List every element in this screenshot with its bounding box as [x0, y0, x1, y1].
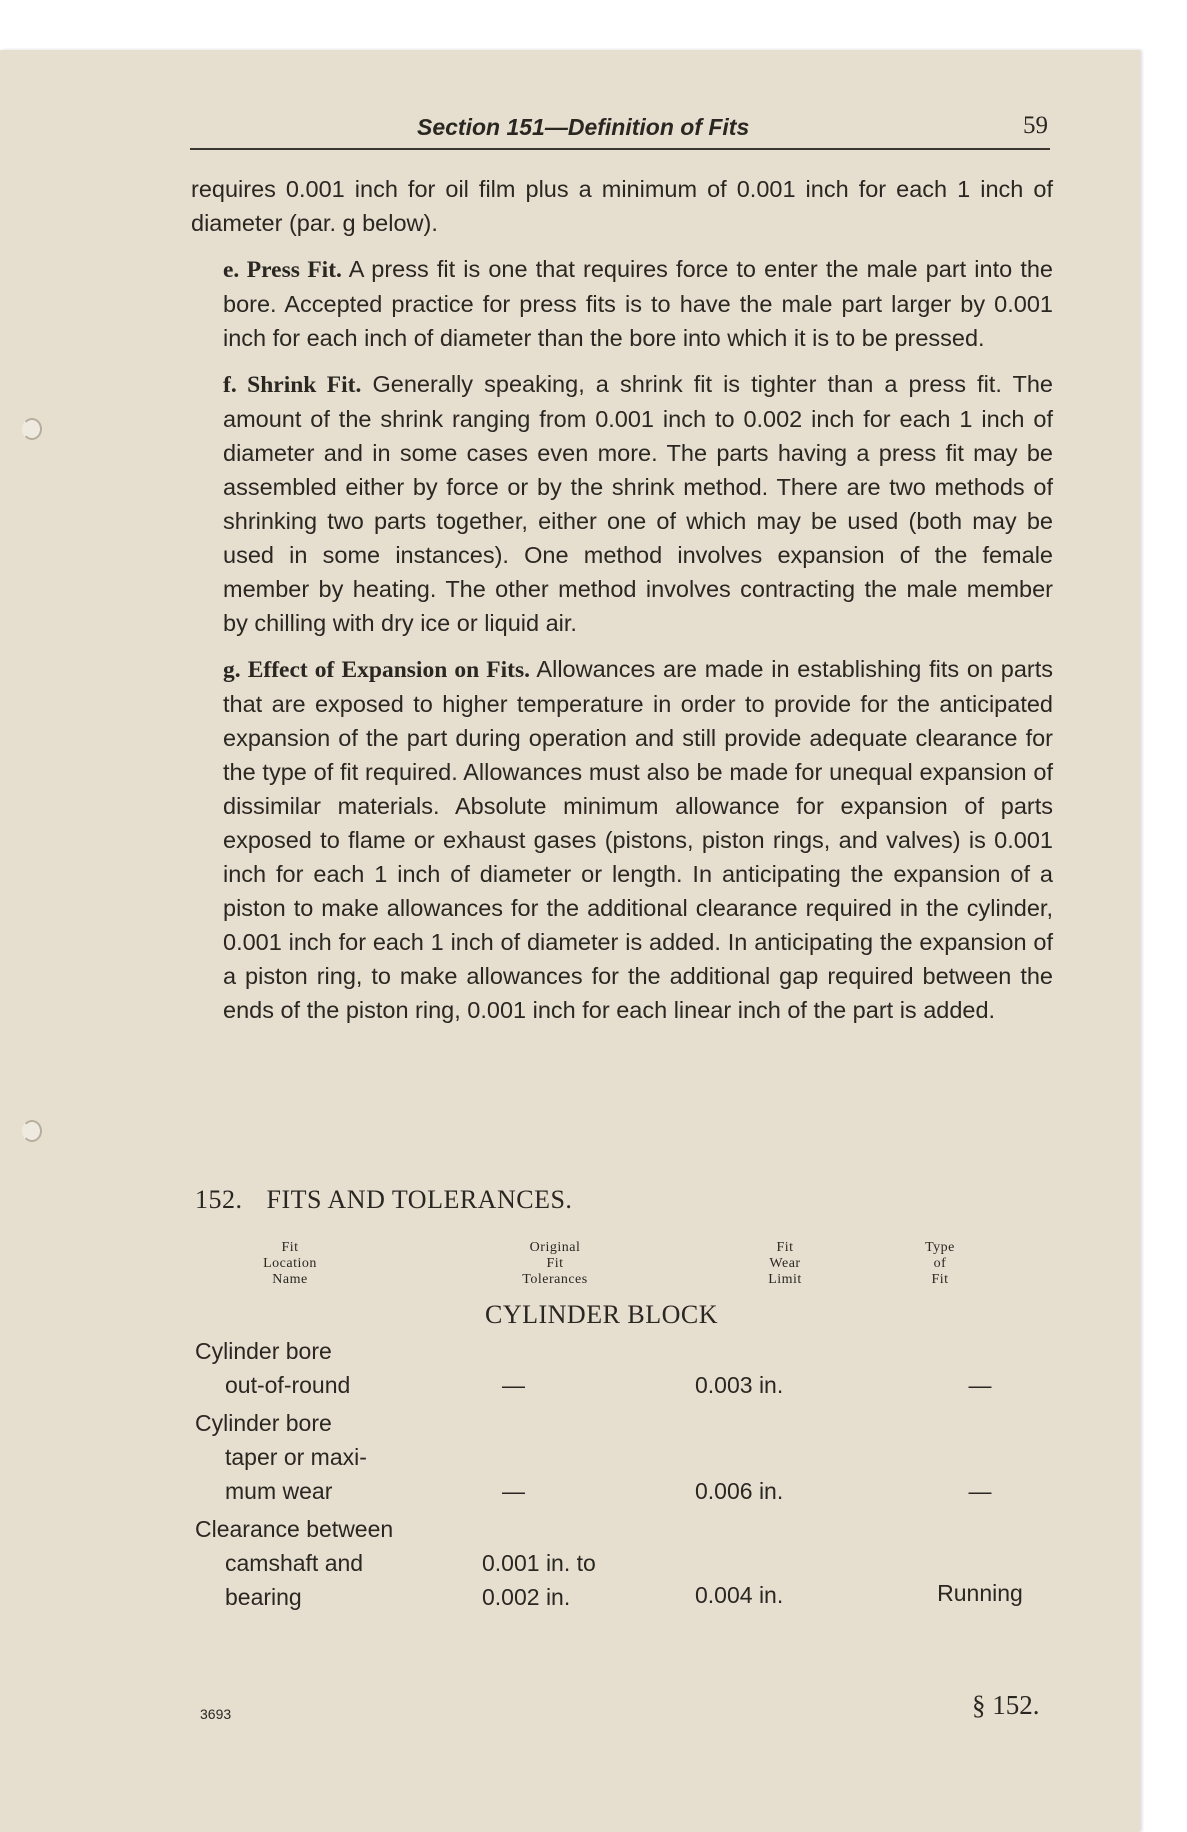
- paragraph-continuation: requires 0.001 inch for oil film plus a minimum of 0.001 inch for each 1 inch of diameter (par. g below).: [191, 176, 1053, 236]
- section-heading: [195, 1185, 572, 1215]
- punch-hole: [22, 1120, 42, 1142]
- section-reference: § 152.: [972, 1690, 1040, 1720]
- original-tolerance: —: [502, 1372, 525, 1398]
- column-header-wear: Fit Wear Limit: [768, 1240, 802, 1287]
- section-number: 152.: [195, 1185, 243, 1214]
- fit-location-name: Cylinder bore out-of-round: [195, 1338, 351, 1398]
- table-group-title: CYLINDER BLOCK: [485, 1300, 719, 1329]
- section-title: FITS AND TOLERANCES.: [266, 1185, 573, 1214]
- original-tolerance: 0.001 in. to 0.002 in.: [482, 1550, 596, 1610]
- page-number: 59: [1023, 112, 1048, 139]
- paragraph-press-fit: e. Press Fit. A press fit is one that requires force to enter the male part into the bore. Accepted practice for press fits is to have the male part larger by 0.001 inch for each inch of diameter than the bore into which it is to be pressed.: [223, 256, 1053, 351]
- fit-type: —: [968, 1478, 992, 1504]
- body-text: [191, 172, 1053, 1039]
- paragraph-shrink-fit: f. Shrink Fit. Generally speaking, a shrink fit is tighter than a press fit. The amount of the shrink ranging from 0.001 inch to 0.002 inch for each 1 inch of diameter and in some cases even more. The parts having a press fit may be assembled either by force or by the shrink method. There are two methods of shrinking two parts together, either one of which may be used (both may be used in some instances). One method involves expansion of the female member by heating. The other method involves contracting the male member by chilling with dry ice or liquid air.: [223, 371, 1053, 636]
- wear-limit: 0.006 in.: [695, 1478, 784, 1504]
- column-header-original: Original Fit Tolerances: [522, 1240, 588, 1287]
- paragraph-lead: e. Press Fit.: [223, 257, 342, 283]
- wear-limit: 0.004 in.: [695, 1582, 784, 1608]
- paragraph-lead: f. Shrink Fit.: [223, 372, 362, 398]
- punch-hole: [22, 418, 42, 440]
- fit-location-name: Clearance between camshaft and bearing: [195, 1516, 394, 1610]
- original-tolerance: —: [502, 1478, 525, 1504]
- document-page: [0, 50, 1140, 1832]
- print-code: 3693: [200, 1706, 232, 1722]
- paragraph-lead: g. Effect of Expansion on Fits.: [223, 657, 530, 683]
- paragraph-expansion: g. Effect of Expansion on Fits. Allowances are made in establishing fits on parts that are exposed to higher temperature in order to provide for the anticipated expansion of the part during operation and still provide adequate clearance for the type of fit required. Allowances must also be made for unequal expansion of dissimilar materials. Absolute minimum allowance for expansion of parts exposed to flame or exhaust gases (pistons, piston rings, and valves) is 0.001 inch for each 1 inch of diameter or length. In anticipating the expansion of a piston to make allowances for the additional clearance required in the cylinder, 0.001 inch for each 1 inch of diameter is added. In anticipating the expansion of a piston ring, to make allowances for the additional gap required between the ends of the piston ring, 0.001 inch for each linear inch of the part is added.: [223, 656, 1053, 1023]
- fit-type: Running: [937, 1580, 1023, 1606]
- header-title: Section 151—Definition of Fits: [417, 114, 750, 140]
- column-header-type: Type of Fit: [925, 1240, 955, 1287]
- fit-location-name: Cylinder bore taper or maxi- mum wear: [195, 1410, 367, 1504]
- column-header-location: Fit Location Name: [263, 1240, 317, 1287]
- running-header: [190, 114, 1050, 150]
- wear-limit: 0.003 in.: [695, 1372, 784, 1398]
- fit-type: —: [968, 1372, 992, 1398]
